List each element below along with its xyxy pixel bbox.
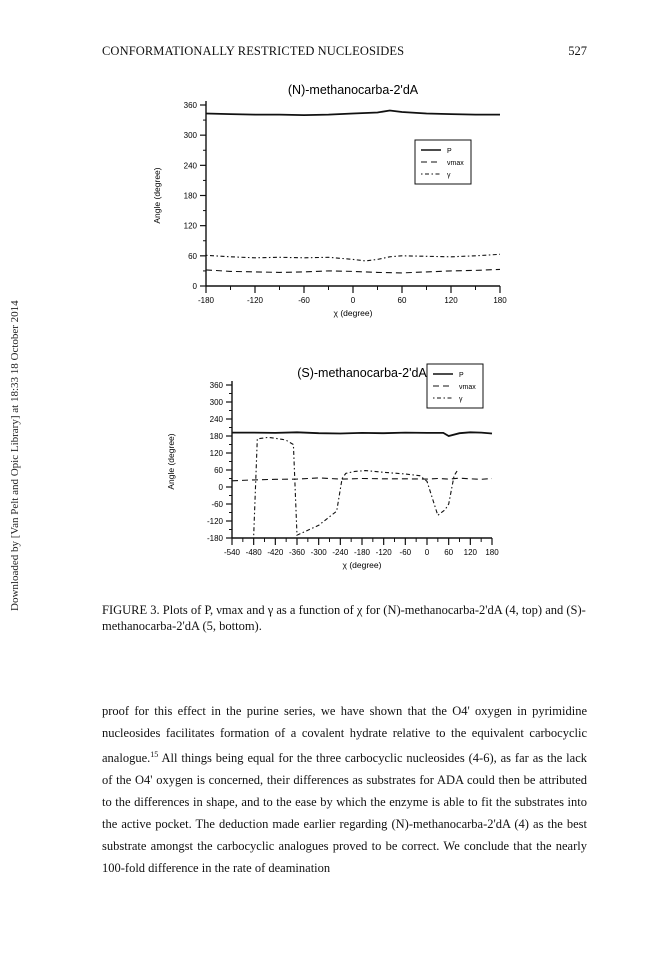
chart1-x-tick-label: -120 <box>375 548 392 557</box>
chart1-series-0-line <box>232 432 492 436</box>
chart0-y-tick-label: 180 <box>183 191 197 201</box>
chart0-title: (N)-methanocarba-2'dA <box>287 83 419 97</box>
chart1-x-tick-label: -540 <box>223 548 241 557</box>
chart1-title: (S)-methanocarba-2'dA <box>297 366 427 380</box>
chart1-y-tick-label: 120 <box>209 449 223 458</box>
chart0-x-tick-label: 120 <box>444 296 458 305</box>
chart1-y-tick-label: -120 <box>206 517 223 526</box>
chart0-x-label: χ (degree) <box>333 308 373 318</box>
chart-s-methanocarba <box>140 365 520 590</box>
chart1-x-tick-label: -300 <box>310 548 327 557</box>
chart1-y-label: Angle (degree) <box>166 433 176 490</box>
chart0-y-tick-label: 300 <box>183 131 197 141</box>
chart0-y-tick-label: 240 <box>183 161 197 171</box>
body-text-part2: All things being equal for the three carbocyclic nucleosides (4-6), as far as the lack of the O4' oxygen is concerned, their differences as substrates for ADA could then be attributed to the differences in shape, and to the ease by which the enzyme is able to fit the substrates into the active pocket. The deduction made earlier regarding (N)-methanocarba-2'dA (4) as the best substrate amongst the carbocyclic analogues proved to be correct. We conclude that the nearly 100-fold difference in the rate of deamination <box>102 751 587 876</box>
chart1-y-tick-label: -60 <box>211 500 223 509</box>
page-number: 527 <box>568 44 587 58</box>
figure-caption: FIGURE 3. Plots of P, νmax and γ as a function of χ for (N)-methanocarba-2'dA (4, top) and (S)-methanocarba-2'dA (5, bottom). <box>102 603 586 633</box>
chart-n-methanocarba <box>140 80 520 340</box>
chart1-series-1-line <box>232 478 492 481</box>
chart1-x-tick-label: 0 <box>424 548 430 557</box>
chart0-y-tick-label: 360 <box>183 101 197 110</box>
chart1-x-tick-label: -420 <box>267 548 284 557</box>
chart0-legend-label: γ <box>447 172 451 179</box>
chart1-series-2-line <box>254 437 458 535</box>
chart0-legend-label: νmax <box>447 160 464 167</box>
chart1-legend-label: νmax <box>459 384 476 391</box>
chart0-x-tick-label: -180 <box>197 296 215 305</box>
chart0-x-tick-label: -60 <box>298 296 310 305</box>
chart0-series-0-line <box>206 111 500 116</box>
chart0-x-tick-label: 0 <box>350 296 356 305</box>
chart0-y-tick-label: 0 <box>192 282 197 291</box>
chart1-legend-label: γ <box>459 396 463 403</box>
chart1-x-tick-label: -180 <box>353 548 371 557</box>
chart1-y-tick-label: 180 <box>209 432 223 441</box>
download-stamp: Downloaded by [Van Pelt and Opic Library] at 18:33 18 October 2014 <box>9 300 21 611</box>
chart1-legend <box>427 364 483 408</box>
chart0-legend <box>415 140 471 184</box>
chart1-x-tick-label: -240 <box>332 548 349 557</box>
chart0-y-label: Angle (degree) <box>152 167 162 224</box>
chart0-y-tick-label: 120 <box>183 221 197 231</box>
chart0-x-tick-label: -120 <box>246 296 264 305</box>
chart0-legend-label: P <box>447 148 452 155</box>
running-head <box>102 44 587 60</box>
chart1-x-label: χ (degree) <box>342 560 382 570</box>
chart1-x-tick-label: 180 <box>485 548 499 557</box>
chart0-x-tick-label: 180 <box>493 296 507 305</box>
chart1-x-tick-label: 120 <box>463 548 478 557</box>
chart1-x-tick-label: 60 <box>444 548 454 557</box>
chart1-y-tick-label: 0 <box>218 483 223 492</box>
chart0-x-tick-label: 60 <box>397 296 407 305</box>
body-paragraph <box>102 700 587 879</box>
chart1-y-tick-label: 60 <box>214 466 223 475</box>
chart1-y-tick-label: 300 <box>209 398 223 407</box>
chart1-legend-label: P <box>459 372 464 379</box>
chart1-x-tick-label: -480 <box>245 548 262 557</box>
chart0-y-tick-label: 60 <box>188 251 197 261</box>
running-head-title: CONFORMATIONALLY RESTRICTED NUCLEOSIDES <box>102 44 405 58</box>
reference-number: 15 <box>150 750 159 759</box>
chart1-y-tick-label: 360 <box>209 381 223 390</box>
chart1-x-tick-label: -60 <box>399 548 412 557</box>
chart1-y-tick-label: 240 <box>209 415 223 424</box>
chart0-series-2-line <box>206 254 500 261</box>
chart1-y-tick-label: -180 <box>206 534 223 543</box>
chart1-x-tick-label: -360 <box>288 548 306 557</box>
chart0-series-1-line <box>206 269 500 273</box>
body-text-part1: proof for this effect in the purine series, we have shown that the O4' oxygen in pyrimidine nucleosides facilitates formation of a covalent hydrate relative to the equivalent carbocyclic analogue. <box>102 704 587 766</box>
